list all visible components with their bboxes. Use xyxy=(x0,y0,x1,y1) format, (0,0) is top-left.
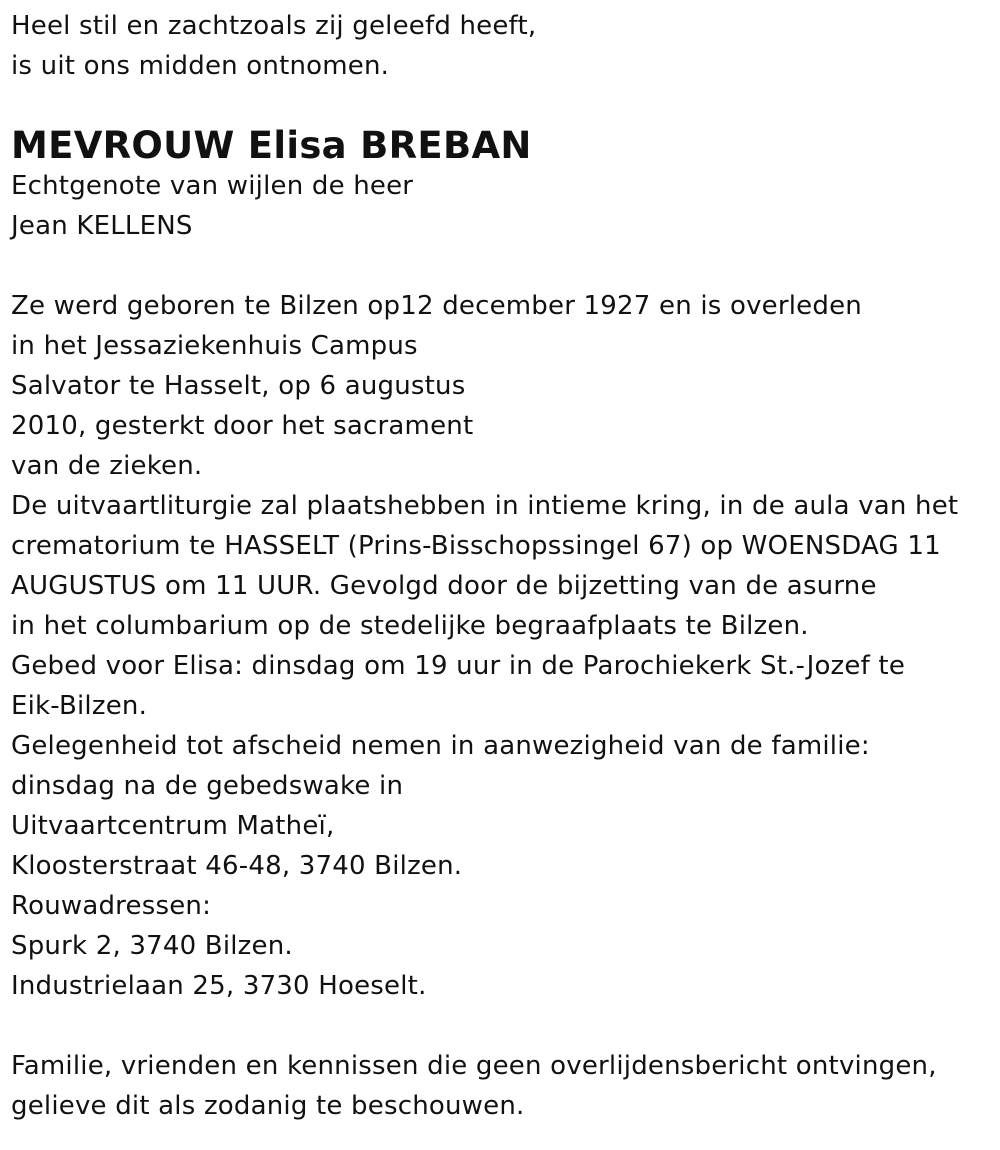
body-line: Gelegenheid tot afscheid nemen in aanwezigheid van de familie: xyxy=(11,731,870,761)
body-line: De uitvaartliturgie zal plaatshebben in intieme kring, in de aula van het xyxy=(11,491,959,521)
intro-line: is uit ons midden ontnomen. xyxy=(11,51,390,81)
closing-note xyxy=(11,1046,991,1126)
body-line: dinsdag na de gebedswake in xyxy=(11,771,404,801)
intro-line: Heel stil en zachtzoals zij geleefd heeft, xyxy=(11,11,537,41)
body-line: crematorium te HASSELT (Prins-Bisschopssingel 67) op WOENSDAG 11 xyxy=(11,531,941,561)
body-line: Gebed voor Elisa: dinsdag om 19 uur in de Parochiekerk St.-Jozef te xyxy=(11,651,906,681)
body-line: in het Jessaziekenhuis Campus xyxy=(11,331,418,361)
body-line: van de zieken. xyxy=(11,451,203,481)
spouse-line: Jean KELLENS xyxy=(11,211,193,241)
spouse-info xyxy=(11,166,991,246)
body-line: Spurk 2, 3740 Bilzen. xyxy=(11,931,293,961)
spouse-line: Echtgenote van wijlen de heer xyxy=(11,171,414,201)
body-line: Industrielaan 25, 3730 Hoeselt. xyxy=(11,971,427,1001)
body-line: Salvator te Hasselt, op 6 augustus xyxy=(11,371,466,401)
body-line: Uitvaartcentrum Matheï, xyxy=(11,811,335,841)
body-line: Kloosterstraat 46-48, 3740 Bilzen. xyxy=(11,851,463,881)
deceased-name: MEVROUW Elisa BREBAN xyxy=(11,124,532,167)
body-line: 2010, gesterkt door het sacrament xyxy=(11,411,474,441)
spacer xyxy=(11,1006,991,1046)
body-line: Eik-Bilzen. xyxy=(11,691,148,721)
closing-line: gelieve dit als zodanig te beschouwen. xyxy=(11,1091,525,1121)
closing-line: Familie, vrienden en kennissen die geen overlijdensbericht ontvingen, xyxy=(11,1051,937,1081)
spacer xyxy=(11,246,991,286)
intro-verse xyxy=(11,6,991,86)
body-line: AUGUSTUS om 11 UUR. Gevolgd door de bijzetting van de asurne xyxy=(11,571,877,601)
body-line: Rouwadressen: xyxy=(11,891,212,921)
body-line: Ze werd geboren te Bilzen op12 december 1927 en is overleden xyxy=(11,291,862,321)
body-text xyxy=(11,286,991,1006)
obituary-notice xyxy=(11,6,991,1126)
body-line: in het columbarium op de stedelijke begraafplaats te Bilzen. xyxy=(11,611,809,641)
